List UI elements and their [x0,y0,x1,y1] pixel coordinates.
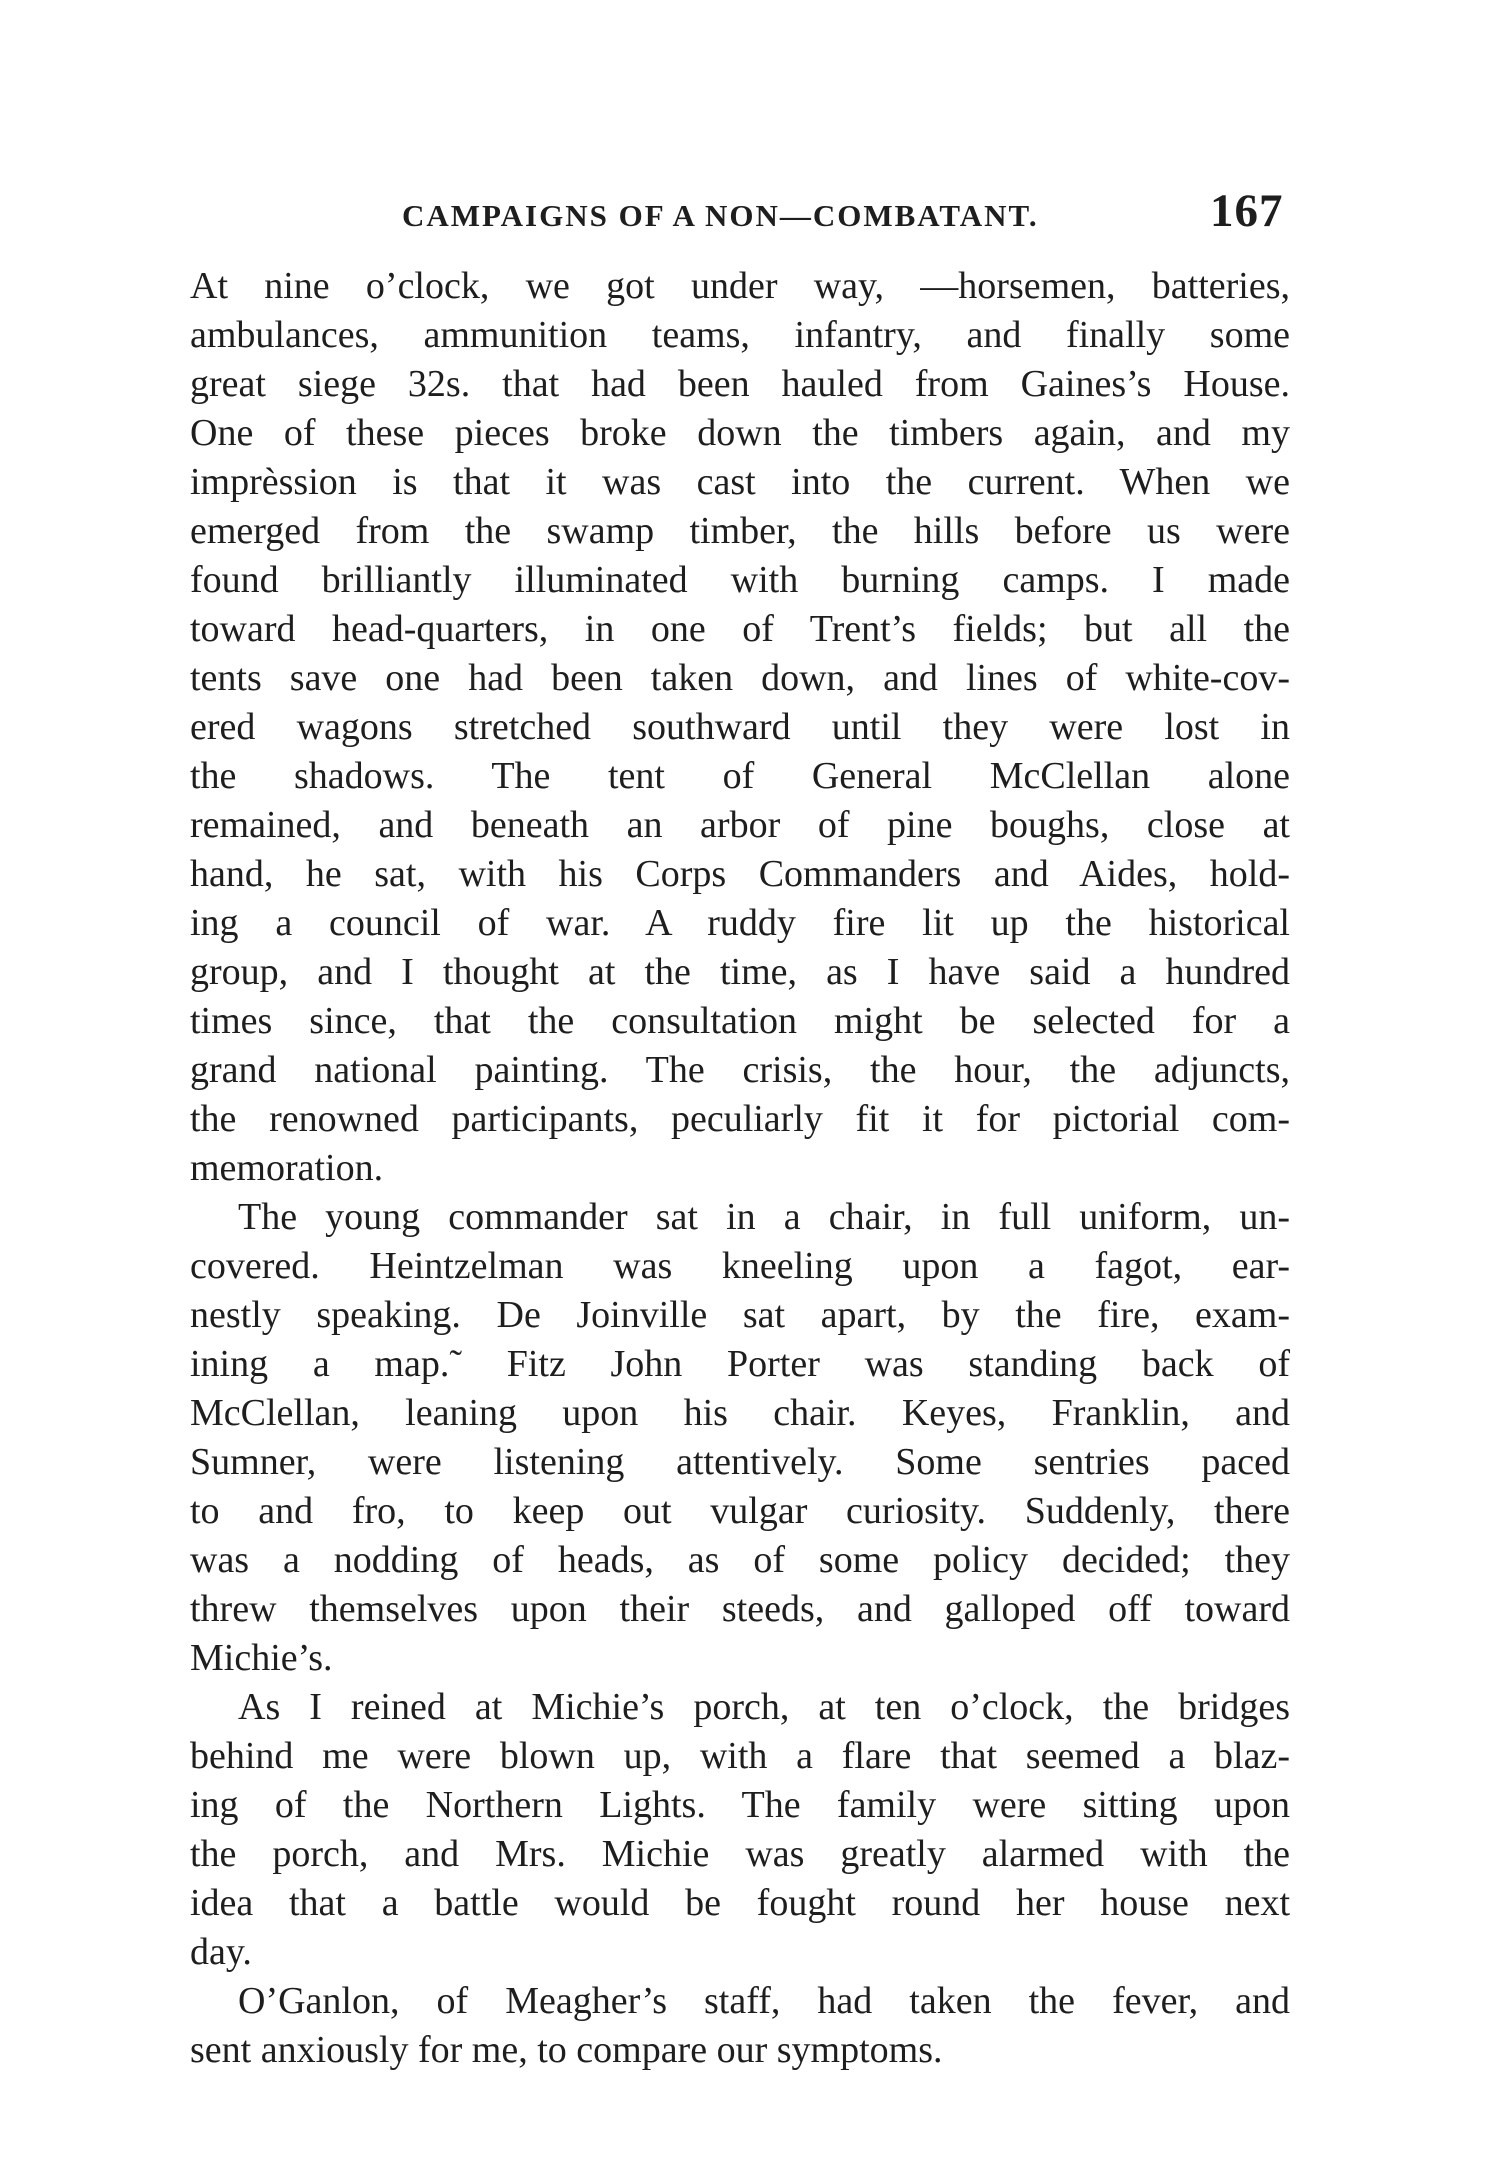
running-title: CAMPAIGNS OF A NON—COMBATANT. [402,198,1039,233]
text-line: the porch, and Mrs. Michie was greatly alarmed with the [190,1833,1290,1875]
text-line: imprèssion is that it was cast into the current. When we [190,461,1290,503]
text-line: was a nodding of heads, as of some policy decided; they [190,1539,1290,1581]
text-line: great siege 32s. that had been hauled from Gaines’s House. [190,363,1290,405]
text-line: As I reined at Michie’s porch, at ten o’clock, the bridges [238,1686,1290,1728]
text-line: ing a council of war. A ruddy fire lit up the historical [190,902,1290,944]
text-line: The young commander sat in a chair, in full uniform, un- [238,1196,1290,1238]
text-line: behind me were blown up, with a flare that seemed a blaz- [190,1735,1290,1777]
text-line: the renowned participants, peculiarly fit it for pictorial com- [190,1098,1290,1140]
text-body [190,262,1290,2075]
text-line: sent anxiously for me, to compare our symptoms. [190,2029,943,2071]
paragraph-2 [190,1193,1290,1683]
text-line: One of these pieces broke down the timbers again, and my [190,412,1290,454]
text-line: the shadows. The tent of General McClellan alone [190,755,1290,797]
text-line: McClellan, leaning upon his chair. Keyes, Franklin, and [190,1392,1290,1434]
text-line: remained, and beneath an arbor of pine boughs, close at [190,804,1290,846]
text-line: emerged from the swamp timber, the hills before us were [190,510,1290,552]
text-line: Michie’s. [190,1637,333,1679]
text-line: times since, that the consultation might be selected for a [190,1000,1290,1042]
text-line: tents save one had been taken down, and lines of white-cov- [190,657,1290,699]
text-line: nestly speaking. De Joinville sat apart, by the fire, exam- [190,1294,1290,1336]
text-line: Sumner, were listening attentively. Some sentries paced [190,1441,1290,1483]
text-line: found brilliantly illuminated with burning camps. I made [190,559,1290,601]
page-number: 167 [1210,185,1284,237]
text-line: to and fro, to keep out vulgar curiosity. Suddenly, there [190,1490,1290,1532]
text-line: O’Ganlon, of Meagher’s staff, had taken the fever, and [238,1980,1290,2022]
text-line: ambulances, ammunition teams, infantry, and finally some [190,314,1290,356]
text-line: At nine o’clock, we got under way, —horsemen, batteries, [190,265,1290,307]
text-line: hand, he sat, with his Corps Commanders and Aides, hold- [190,853,1290,895]
text-line: day. [190,1931,252,1973]
text-line: group, and I thought at the time, as I have said a hundred [190,951,1290,993]
text-line: grand national painting. The crisis, the hour, the adjuncts, [190,1049,1290,1091]
running-head [190,185,1290,248]
paragraph-3 [190,1683,1290,1977]
paragraph-1 [190,262,1290,1193]
text-line: ining a map.˜ Fitz John Porter was standing back of [190,1343,1290,1385]
text-line: idea that a battle would be fought round her house next [190,1882,1290,1924]
paragraph-4 [190,1977,1290,2075]
text-line: memoration. [190,1147,384,1189]
text-line: ered wagons stretched southward until they were lost in [190,706,1290,748]
text-line: covered. Heintzelman was kneeling upon a fagot, ear- [190,1245,1290,1287]
text-line: ing of the Northern Lights. The family were sitting upon [190,1784,1290,1826]
text-line: threw themselves upon their steeds, and galloped off toward [190,1588,1290,1630]
text-line: toward head-quarters, in one of Trent’s fields; but all the [190,608,1290,650]
